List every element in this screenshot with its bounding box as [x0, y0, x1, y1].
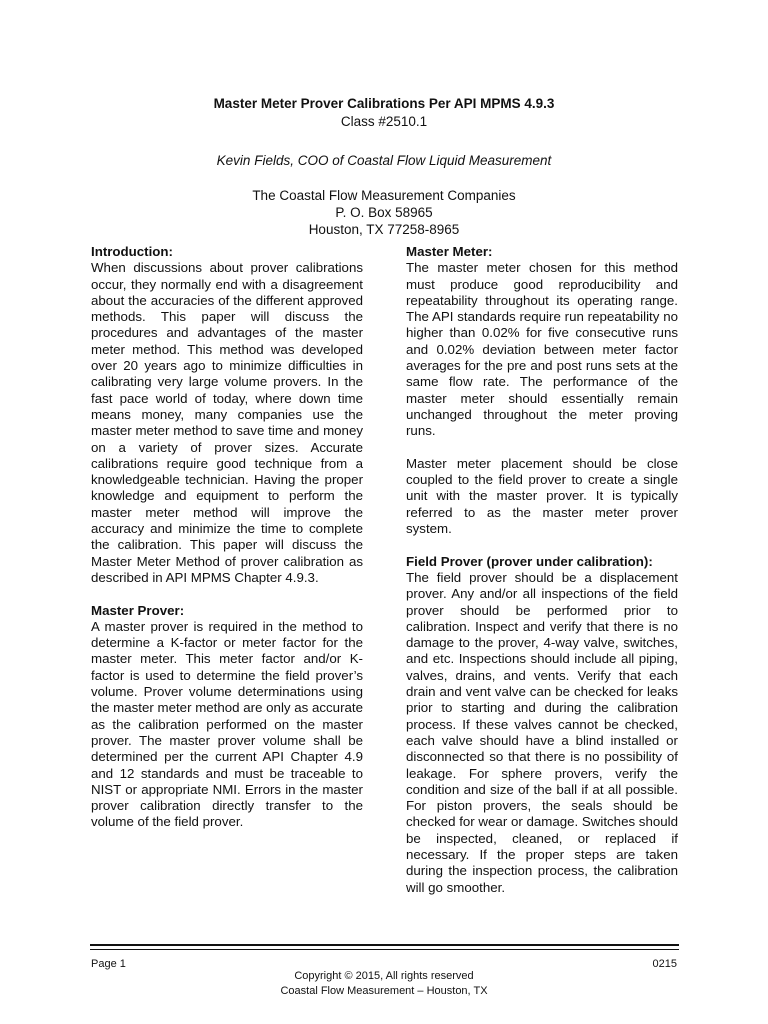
organization-po-box: P. O. Box 58965	[335, 205, 433, 220]
introduction-heading: Introduction:	[91, 244, 173, 259]
master-prover-heading: Master Prover:	[91, 602, 185, 618]
company-location: Coastal Flow Measurement – Houston, TX	[280, 985, 488, 997]
paper-title: Master Meter Prover Calibrations Per API MPMS 4.9.3	[213, 96, 555, 111]
author-line: Kevin Fields, COO of Coastal Flow Liquid Measurement	[216, 153, 552, 168]
footer-rule-thick	[90, 944, 679, 946]
class-number: Class #2510.1	[340, 114, 428, 129]
master-meter-paragraph: The master meter chosen for this method must produce good reproducibility and repeatability throughout its operating range. The API standards require run repeatability no higher than 0.02% for five consecutive runs and 0.02% deviation between meter factor averages for the pre and post runs sets at the same flow rate. The performance of the master meter should essentially remain unchanged throughout the meter proving runs.	[406, 260, 678, 439]
left-column	[91, 244, 363, 847]
right-column	[406, 244, 678, 912]
footer-credits	[0, 969, 768, 999]
document-code: 0215	[652, 958, 677, 970]
introduction-paragraph: When discussions about prover calibrations occur, they normally end with a disagreement about the accuracies of the different approved methods. This paper will discuss the procedures and advantages of the master meter method. This method was developed over 20 years ago to minimize difficulties in calibrating very large volume provers. In the fast pace world of today, where down time means money, many companies use the master meter method to save time and money on a variety of prover sizes. Accurate calibrations require good technique from a knowledgeable technician. Having the proper knowledge and equipment to perform the master meter method will improve the accuracy and minimize the time to complete the calibration. This paper will discuss the Master Meter Method of prover calibration as described in API MPMS Chapter 4.9.3.	[91, 260, 363, 585]
organization-block	[0, 187, 768, 238]
page-number: Page 1	[91, 958, 126, 970]
master-meter-heading: Master Meter:	[406, 244, 493, 259]
organization-name: The Coastal Flow Measurement Companies	[252, 188, 516, 203]
master-prover-paragraph: A master prover is required in the method to determine a K-factor or meter factor for the master meter. This meter factor and/or K-factor is used to determine the field prover’s volume. Prover volume determinations using the master meter method are only as accurate as the calibration performed on the master prover. The master prover volume shall be determined per the current API Chapter 4.9 and 12 standards and must be traceable to NIST or appropriate NMI. Errors in the master prover calibration directly transfer to the volume of the field prover.	[91, 618, 363, 830]
organization-city: Houston, TX 77258-8965	[308, 222, 460, 237]
field-prover-paragraph: The field prover should be a displacement prover. Any and/or all inspections of the field prover should be performed prior to calibration. Inspect and verify that there is no damage to the prover, 4-way valve, switches, and etc. Inspections should include all piping, valves, drains, and vents. Verify that each drain and vent valve can be checked for leaks prior to starting and during the calibration process. If these valves cannot be checked, each valve should have a blind installed or disconnected so that there is no possibility of leakage. For sphere provers, verify the condition and size of the ball if at all possible. For piston provers, the seals should be checked for wear or damage. Switches should be inspected, cleaned, or replaced if necessary. If the proper steps are taken during the inspection process, the calibration will go smoother.	[406, 569, 678, 895]
meter-placement-paragraph: Master meter placement should be close coupled to the field prover to create a single unit with the master prover. It is typically referred to as the master meter prover system.	[406, 455, 678, 537]
document-header	[0, 95, 768, 238]
copyright-notice: Copyright © 2015, All rights reserved	[294, 970, 474, 982]
footer-rule-thin	[90, 949, 679, 950]
field-prover-heading: Field Prover (prover under calibration):	[406, 553, 653, 569]
